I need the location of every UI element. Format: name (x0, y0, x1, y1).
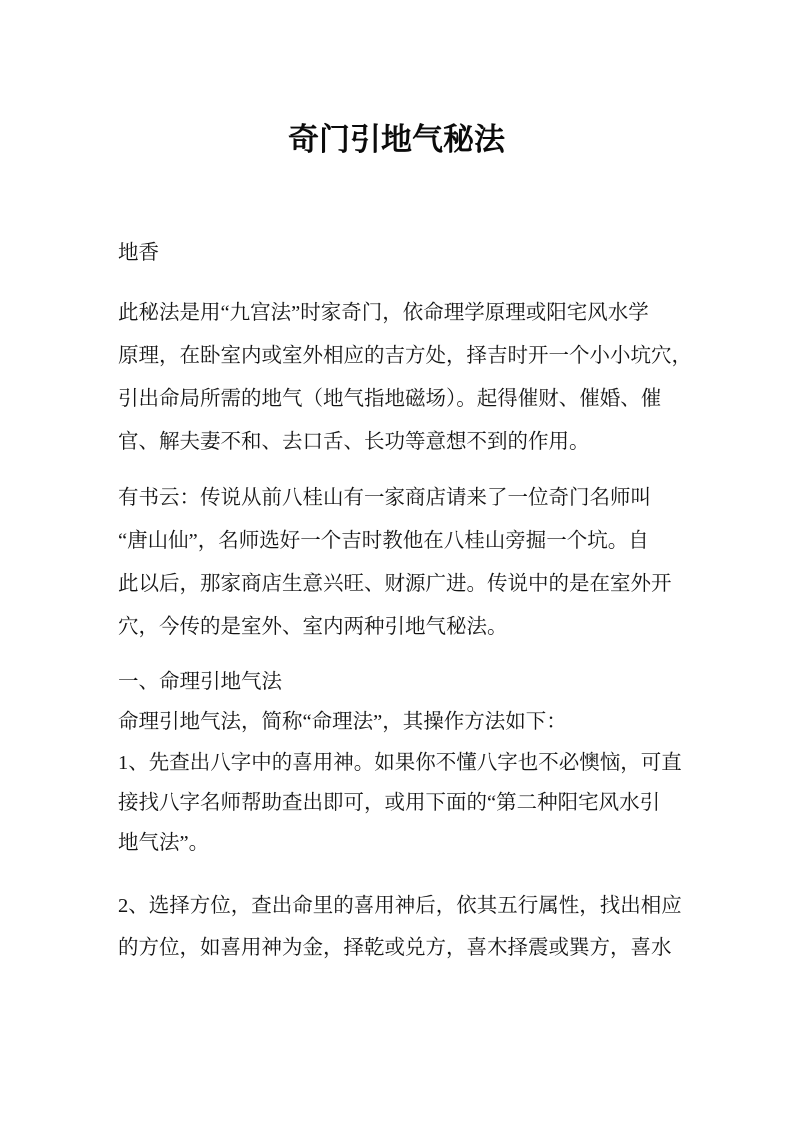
text-line: 引出命局所需的地气（地气指地磁场）。起得催财、催婚、催 (118, 388, 662, 410)
text-line: 的方位，如喜用神为金，择乾或兑方，喜木择震或巽方，喜水 (118, 937, 672, 959)
text-line: 1、先查出八字中的喜用神。如果你不懂八字也不必懊恼，可直 (118, 752, 682, 774)
text-line: 穴，今传的是室外、室内两种引地气秘法。 (118, 616, 508, 638)
text-line: 2、选择方位，查出命里的喜用神后，依其五行属性，找出相应 (118, 895, 682, 917)
paragraph-step-1 (118, 743, 738, 863)
text-line: 此秘法是用“九宫法”时家奇门，依命理学原理或阳宅风水学 (118, 302, 649, 324)
byline: 地香 (118, 242, 159, 264)
text-line: 一、命理引地气法 (118, 671, 282, 693)
text-line: 命理引地气法，简称“命理法”，其操作方法如下： (118, 711, 567, 733)
section-1-heading (118, 662, 738, 702)
text-line: 官、解夫妻不和、去口舌、长功等意想不到的作用。 (118, 431, 590, 453)
paragraph-intro (118, 292, 738, 464)
section-1-intro (118, 702, 738, 742)
text-line: 接找八字名师帮助查出即可，或用下面的“第二种阳宅风水引 (118, 792, 661, 814)
text-line: 原理，在卧室内或室外相应的吉方处，择吉时开一个小小坑穴， (118, 345, 692, 367)
text-line: “唐山仙”，名师选好一个吉时教他在八桂山旁掘一个坑。自 (118, 530, 649, 552)
text-line: 此以后，那家商店生意兴旺、财源广进。传说中的是在室外开 (118, 573, 672, 595)
paragraph-step-2 (118, 885, 738, 969)
text-line: 有书云：传说从前八桂山有一家商店请来了一位奇门名师叫 (118, 487, 651, 509)
document-title: 奇门引地气秘法 (288, 122, 505, 157)
paragraph-story (118, 477, 738, 649)
text-line: 地气法”。 (118, 832, 210, 854)
